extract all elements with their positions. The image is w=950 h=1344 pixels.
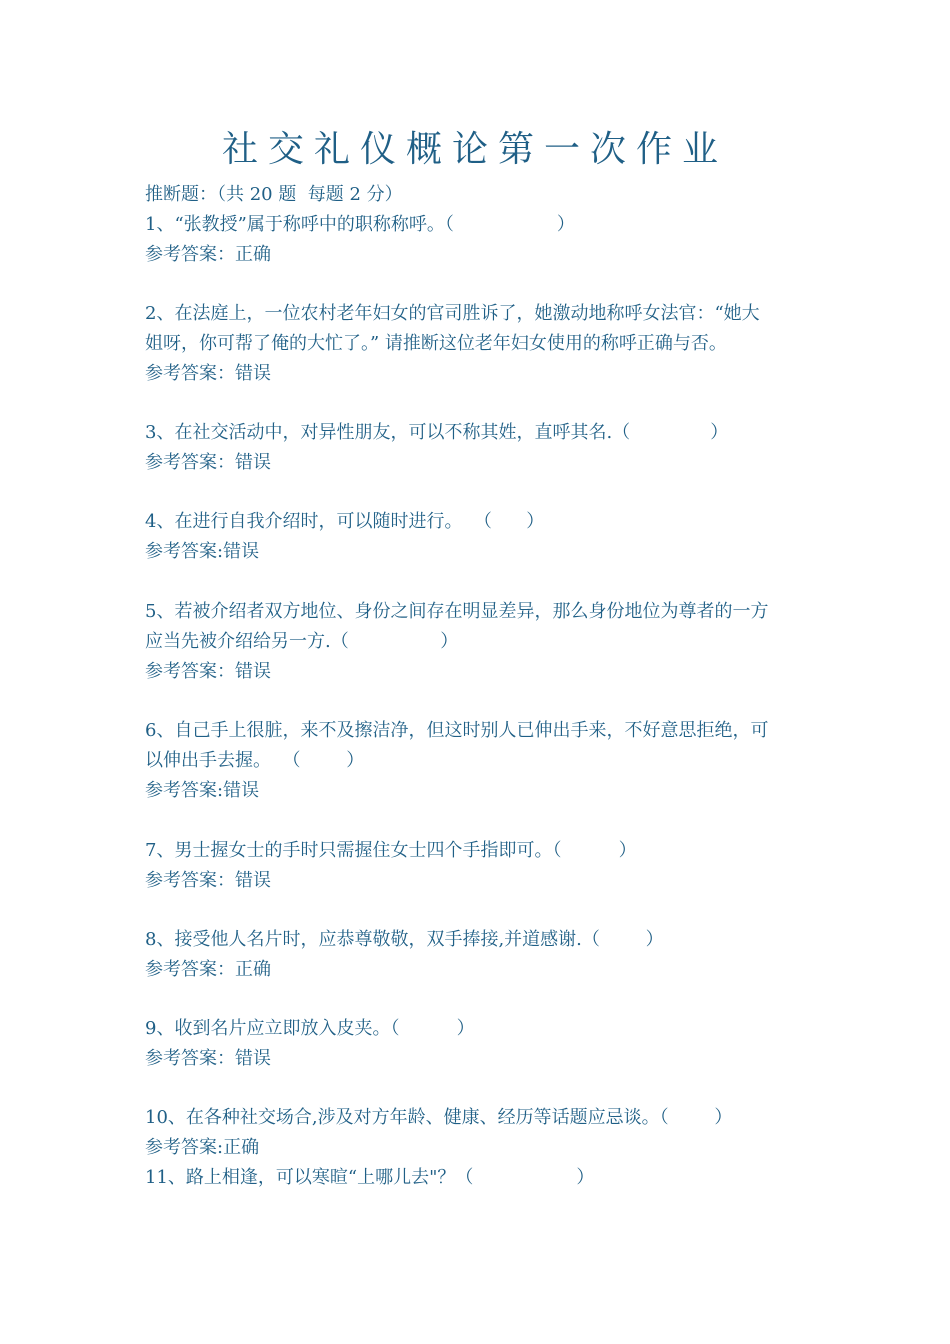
question-9-text: 9、收到名片应立即放入皮夹。（ ） [145, 1018, 475, 1039]
question-9-answer: 参考答案：错误 [145, 1048, 271, 1069]
question-4-answer: 参考答案:错误 [145, 541, 260, 562]
question-5-text-cont: 应当先被介绍给另一方.（ ） [145, 631, 459, 652]
question-8-answer: 参考答案：正确 [145, 959, 271, 980]
question-7-answer: 参考答案：错误 [145, 870, 271, 891]
question-3-text: 3、在社交活动中，对异性朋友，可以不称其姓，直呼其名.（ ） [145, 422, 729, 443]
question-7-text: 7、男士握女士的手时只需握住女士四个手指即可。（ ） [145, 840, 637, 861]
question-3-answer: 参考答案：错误 [145, 452, 271, 473]
question-11-text: 11、路上相逢，可以寒暄“上哪儿去"？（ ） [145, 1167, 595, 1188]
question-5-answer: 参考答案：错误 [145, 661, 271, 682]
question-2-text: 2、在法庭上，一位农村老年妇女的官司胜诉了，她激动地称呼女法官：“她大 [145, 303, 760, 324]
section-header: 推断题：（共 20 题 每题 2 分） [145, 184, 403, 205]
question-6-text-cont: 以伸出手去握。 （ ） [145, 750, 365, 771]
question-1-text: 1、“张教授”属于称呼中的职称称呼。（ ） [145, 214, 575, 235]
question-2-text-cont: 姐呀，你可帮了俺的大忙了。” 请推断这位老年妇女使用的称呼正确与否。 [145, 333, 727, 354]
question-1-answer: 参考答案：正确 [145, 244, 271, 265]
question-2-answer: 参考答案：错误 [145, 363, 271, 384]
question-10-answer: 参考答案:正确 [145, 1137, 260, 1158]
question-8-text: 8、接受他人名片时，应恭尊敬敬，双手捧接,并道感谢.（ ） [145, 929, 664, 950]
question-10-text: 10、在各种社交场合,涉及对方年龄、健康、经历等话题应忌谈。（ ） [145, 1107, 733, 1128]
question-5-text: 5、若被介绍者双方地位、身份之间存在明显差异，那么身份地位为尊者的一方 [145, 601, 769, 622]
document-title: 社交礼仪概论第一次作业 [221, 129, 728, 170]
question-6-text: 6、自己手上很脏，来不及擦洁净，但这时别人已伸出手来，不好意思拒绝，可 [145, 720, 769, 741]
question-4-text: 4、在进行自我介绍时，可以随时进行。 （ ） [145, 511, 545, 532]
question-6-answer: 参考答案:错误 [145, 780, 260, 801]
